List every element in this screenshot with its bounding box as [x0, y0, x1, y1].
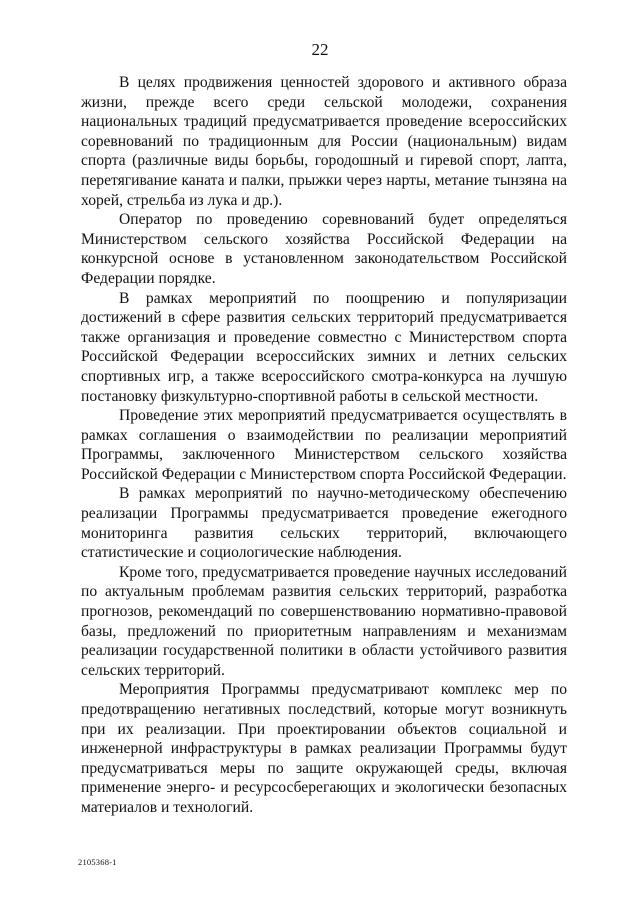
paragraph-monitoring: В рамках мероприятий по научно-методическому обеспечению реализации Программы предусматривается проведение ежегодного мониторинга развития сельских территорий, включающего статистические и социологические наблюдения.	[81, 485, 567, 562]
paragraph-cooperation-agreement: Проведение этих мероприятий предусматривается осуществлять в рамках соглашения о взаимодействии по реализации мероприятий Программы, заключенного Министерством сельского хозяйства Российской Федерации с Министерством спорта Российской Федерации.	[81, 407, 567, 483]
paragraph-traditional-sports: В целях продвижения ценностей здорового и активного образа жизни, прежде всего среди сельской молодежи, сохранения национальных традиций предусматривается проведение всероссийских соревнований по традиционным для России (национальным) видам спорта (различные виды борьбы, городошный и гиревой спорт, лапта, перетягивание каната и палки, прыжки через нарты, метание тынзяна на хорей, стрельба из лука и др.).	[81, 74, 567, 209]
page-number: 22	[311, 40, 329, 59]
paragraph-rural-games: В рамках мероприятий по поощрению и популяризации достижений в сфере развития сельских территорий предусматривается также организация и проведение совместно с Министерством спорта Российской Федерации всероссийских зимних и летних сельских спортивных игр, а также всероссийского смотра-конкурса на лучшую постановку физкультурно-спортивной работы в сельской местности.	[81, 289, 567, 405]
paragraph-competition-operator: Оператор по проведению соревнований будет определяться Министерством сельского хозяйства Российской Федерации на конкурсной основе в установленном законодательством Российской Федерации порядке.	[81, 211, 567, 287]
document-code: 2105368-1	[78, 857, 117, 867]
paragraph-environmental-measures: Мероприятия Программы предусматривают комплекс мер по предотвращению негативных последствий, которые могут возникнуть при их реализации. При проектировании объектов социальной и инженерной инфраструктуры в рамках реализации Программы будут предусматриваться меры по защите окружающей среды, включая применение энерго- и ресурсосберегающих и экологически безопасных материалов и технологий.	[81, 681, 567, 816]
document-body	[81, 73, 567, 818]
paragraph-research: Кроме того, предусматривается проведение научных исследований по актуальным проблемам развития сельских территорий, разработка прогнозов, рекомендаций по совершенствованию нормативно-правовой базы, предложений по приоритетным направлениям и механизмам реализации государственной политики в области устойчивого развития сельских территорий.	[81, 563, 567, 679]
